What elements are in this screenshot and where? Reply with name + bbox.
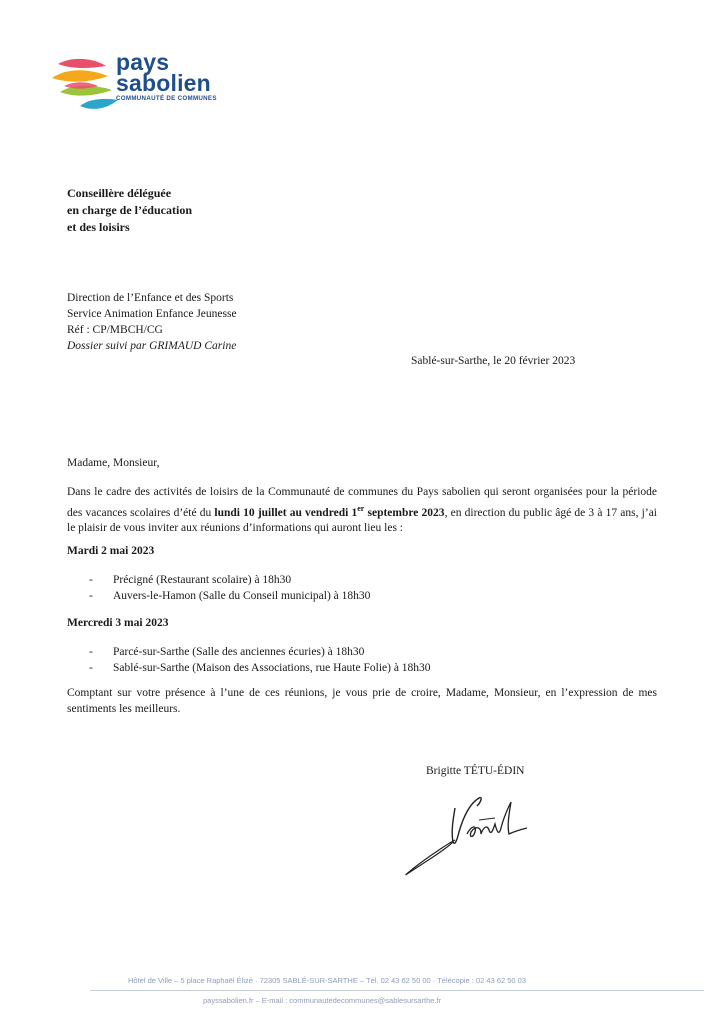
logo-word-pays: pays [116, 49, 170, 75]
intro-text: Dans le cadre des activités de loisirs de la Communauté de communes du Pays sabolien qui seront organisées pour la période des vacances scolaires d’été du [67, 486, 657, 519]
meeting-date-heading: Mardi 2 mai 2023 [67, 545, 155, 557]
department-name: Direction de l’Enfance et des Sports [67, 292, 234, 304]
logo-word-sabolien: sabolien [116, 70, 211, 96]
file-followed-by: Dossier suivi par GRIMAUD Carine [67, 340, 237, 352]
pays-sabolien-logo [50, 49, 240, 122]
footer-divider [90, 990, 704, 991]
logo-tagline: COMMUNAUTÉ DE COMMUNES [116, 95, 217, 102]
signatory-name: Brigitte TÉTU-ÉDIN [426, 765, 525, 777]
period-end: septembre 2023 [364, 506, 445, 519]
handwritten-signature [395, 780, 565, 880]
meeting-item: - Auvers-le-Hamon (Salle du Conseil municipal) à 18h30 [89, 588, 370, 604]
intro-text-end: , en direction du public âgé de 3 à 17 ans, j’ai le plaisir de vous inviter aux réunions d’informations qui auront lieu les : [67, 506, 657, 534]
meeting-date-heading: Mercredi 3 mai 2023 [67, 617, 169, 629]
reference: Réf : CP/MBCH/CG [67, 324, 163, 336]
salutation: Madame, Monsieur, [67, 457, 160, 469]
meeting-item: - Parcé-sur-Sarthe (Salle des anciennes écuries) à 18h30 [89, 644, 431, 660]
intro-paragraph [67, 485, 657, 536]
sender-line: et des loisirs [67, 220, 130, 234]
meeting-item: - Précigné (Restaurant scolaire) à 18h30 [89, 572, 370, 588]
footer-contact: payssabolien.fr – E-mail : communautedecommunes@sablesursarthe.fr [203, 996, 442, 1005]
service-name: Service Animation Enfance Jeunesse [67, 308, 237, 320]
meeting-list [89, 644, 431, 676]
sender-line: en charge de l’éducation [67, 203, 192, 217]
sender-line: Conseillère déléguée [67, 186, 172, 200]
footer-address: Hôtel de Ville – 5 place Raphaël Élizé · 72305 SABLÉ-SUR-SARTHE – Tél. 02 43 62 50 00 · Télécopie : 02 43 62 50 03 [128, 976, 527, 985]
letter-date: Sablé-sur-Sarthe, le 20 février 2023 [411, 355, 576, 367]
period-superscript: er [357, 503, 365, 513]
meeting-list [89, 572, 370, 604]
period-start: lundi 10 juillet au vendredi 1 [214, 506, 358, 519]
department-block [67, 290, 237, 354]
logo-swoosh-icon [50, 56, 120, 118]
sender-block [67, 185, 192, 236]
meeting-item: - Sablé-sur-Sarthe (Maison des Associations, rue Haute Folie) à 18h30 [89, 660, 431, 676]
closing-paragraph: Comptant sur votre présence à l’une de ces réunions, je vous prie de croire, Madame, Monsieur, en l’expression de mes sentiments les meilleurs. [67, 687, 657, 715]
